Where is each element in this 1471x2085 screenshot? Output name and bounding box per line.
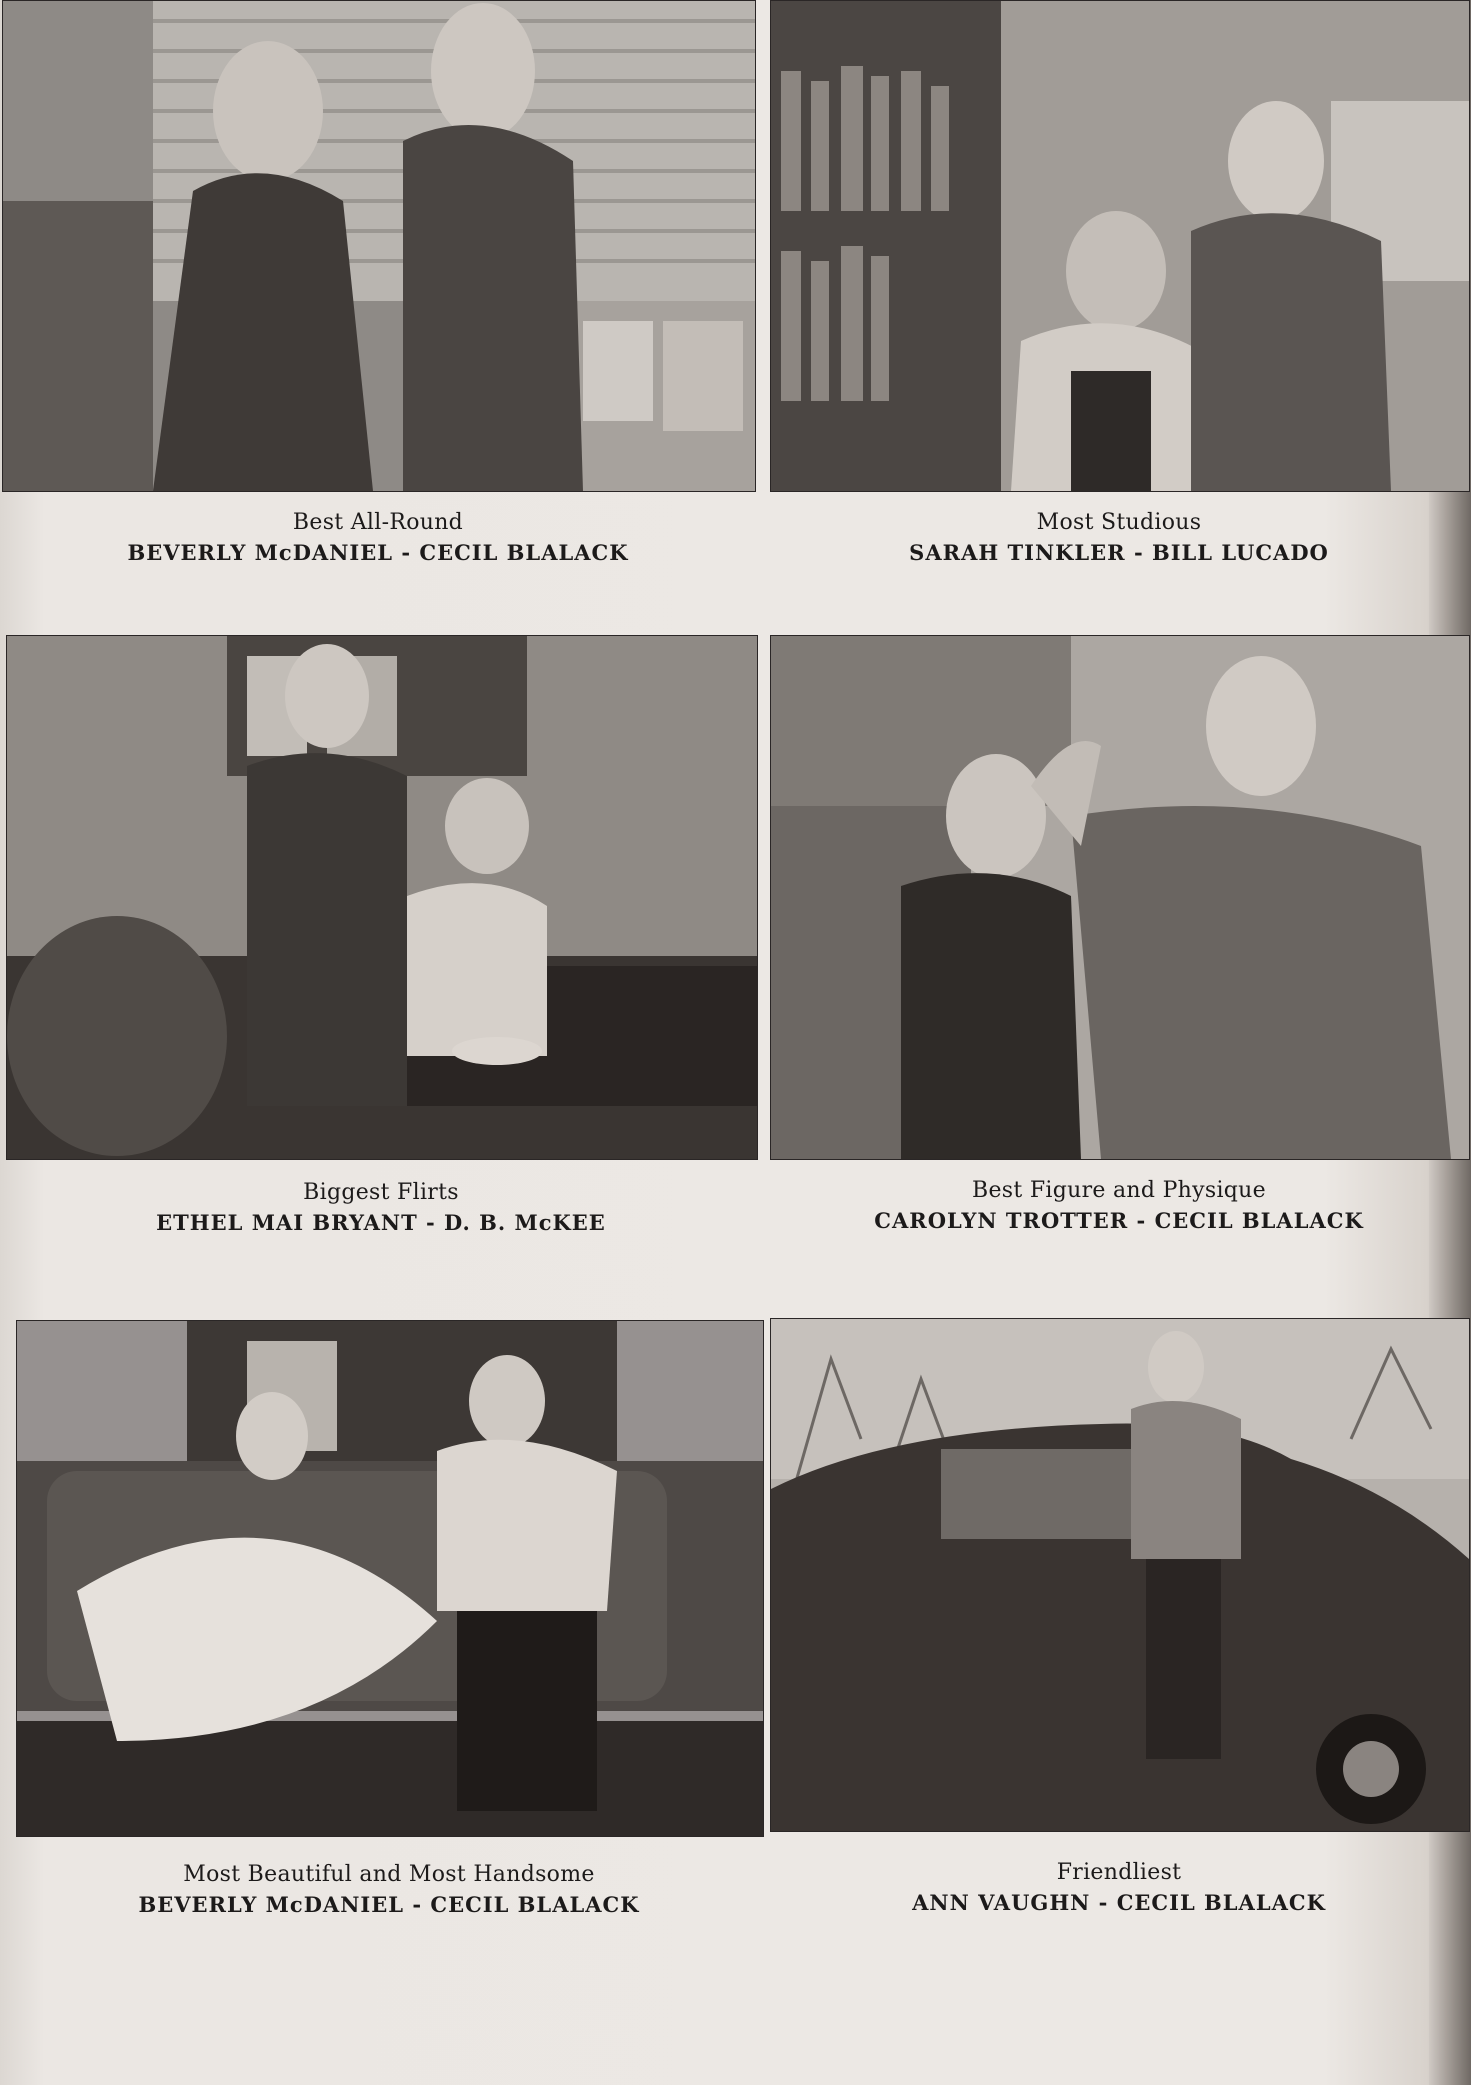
winner-names: CAROLYN TROTTER - CECIL BLALACK	[874, 1208, 1364, 1233]
superlative-caption-6	[770, 1858, 1468, 1918]
award-title: Best All-Round	[292, 510, 464, 535]
award-title: Biggest Flirts	[303, 1180, 459, 1205]
award-title: Best Figure and Physique	[972, 1178, 1266, 1203]
superlative-photo-4	[770, 635, 1470, 1160]
award-title: Most Studious	[1036, 510, 1202, 535]
superlative-caption-4	[770, 1176, 1468, 1236]
award-title: Most Beautiful and Most Handsome	[183, 1862, 595, 1887]
superlative-photo-1	[2, 0, 756, 492]
superlative-caption-1	[2, 508, 754, 568]
superlative-photo-6	[770, 1318, 1470, 1832]
superlative-photo-2	[770, 0, 1470, 492]
winner-names: ANN VAUGHN - CECIL BLALACK	[912, 1890, 1326, 1915]
superlative-photo-5	[16, 1320, 764, 1837]
award-title: Friendliest	[1056, 1860, 1182, 1885]
superlative-caption-5	[16, 1860, 762, 1920]
winner-names: SARAH TINKLER - BILL LUCADO	[909, 540, 1329, 565]
winner-names: BEVERLY McDANIEL - CECIL BLALACK	[138, 1892, 640, 1917]
superlative-photo-3	[6, 635, 758, 1160]
superlative-caption-2	[770, 508, 1468, 568]
superlative-caption-3	[6, 1178, 756, 1238]
winner-names: BEVERLY McDANIEL - CECIL BLALACK	[127, 540, 629, 565]
winner-names: ETHEL MAI BRYANT - D. B. McKEE	[156, 1210, 606, 1235]
